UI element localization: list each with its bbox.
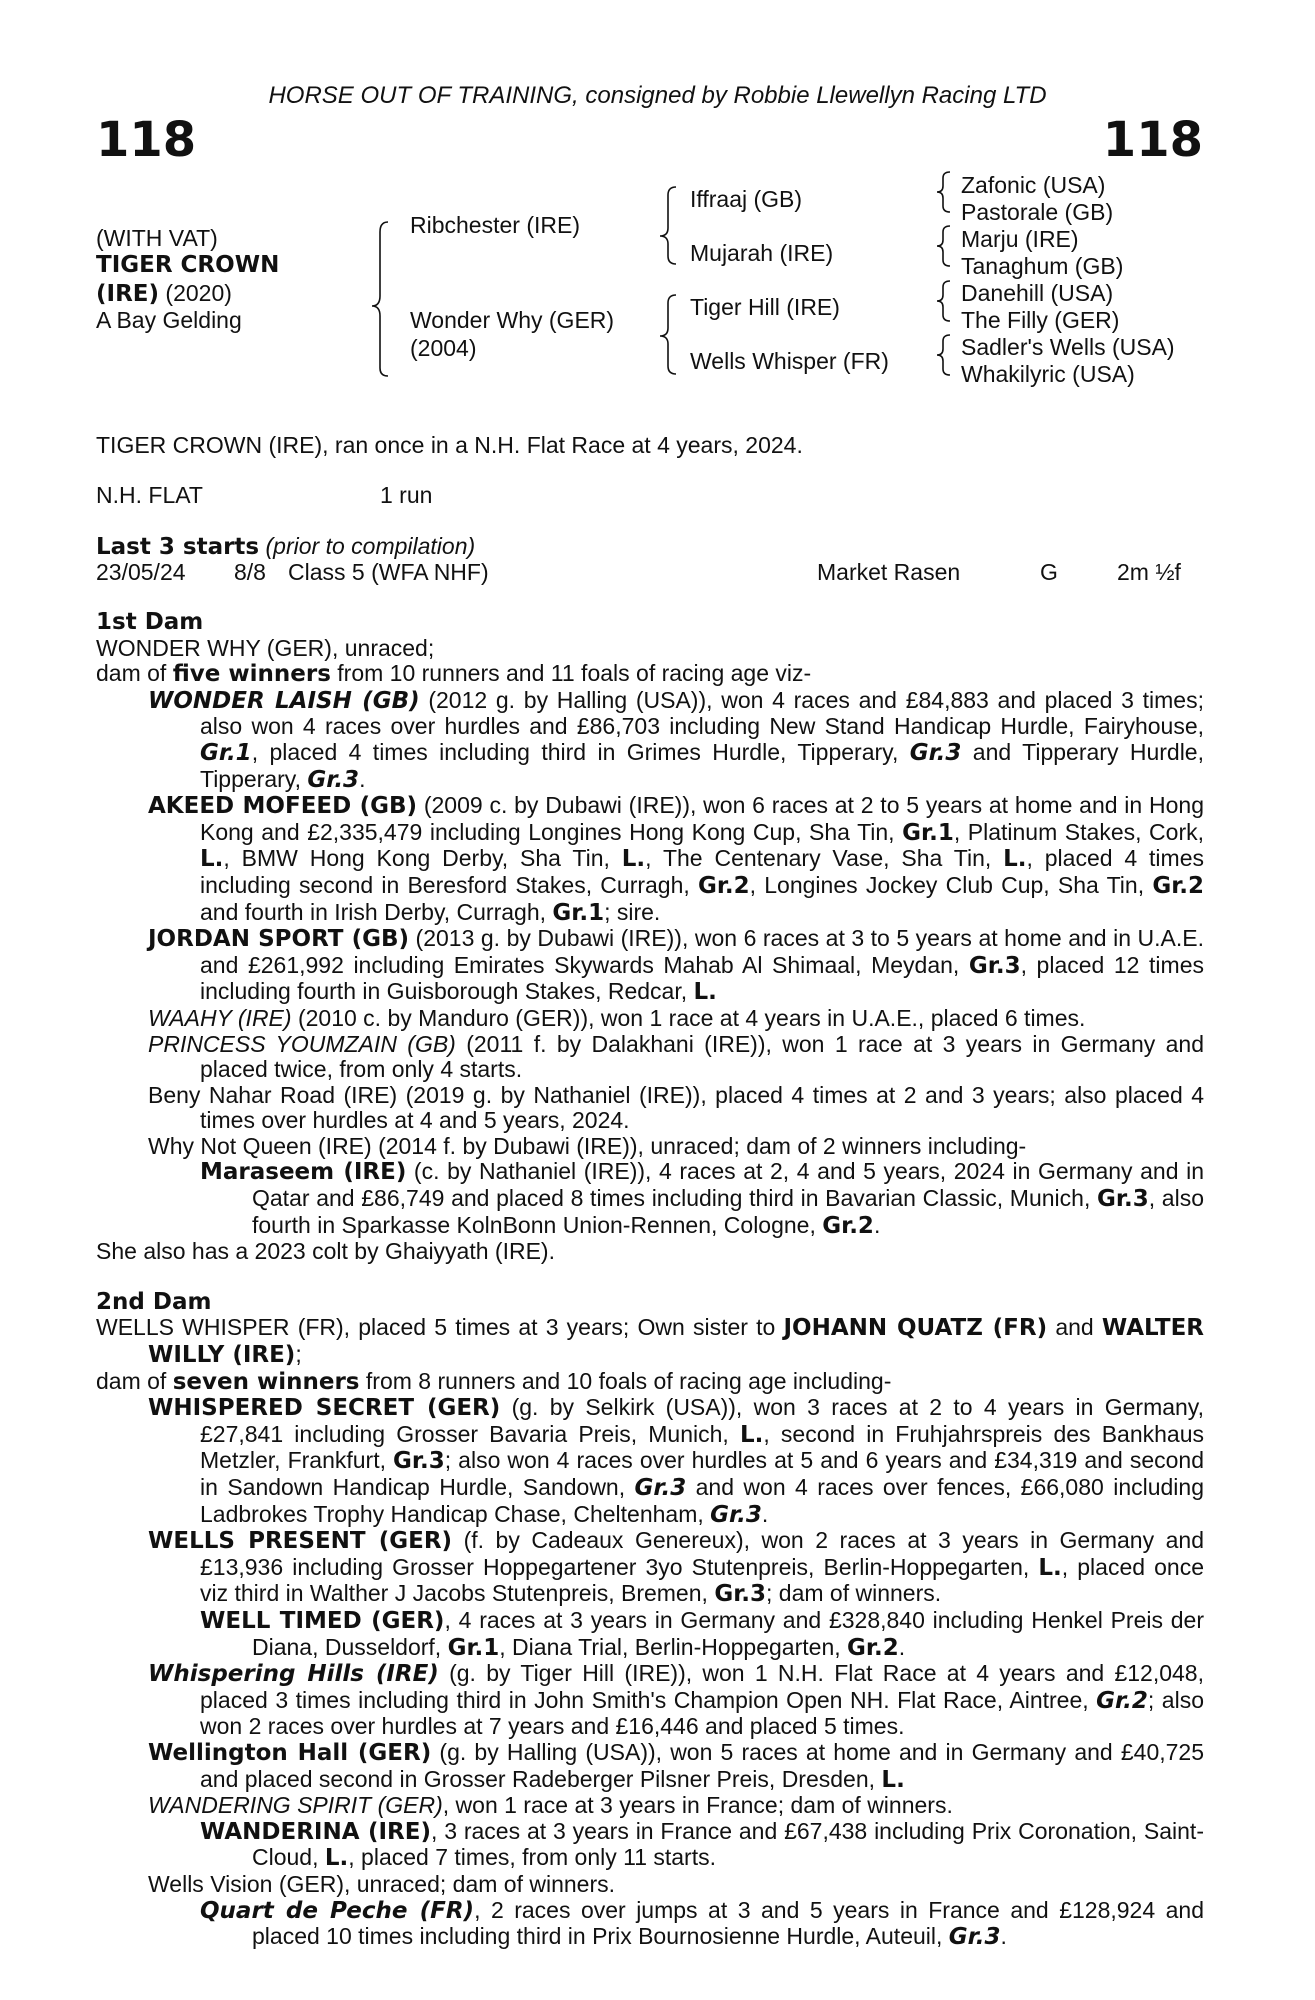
start-course: Market Rasen — [817, 559, 961, 585]
pedigree-g1: Zafonic (USA) — [961, 172, 1106, 198]
first-dam-line: WONDER WHY (GER), unraced; — [96, 634, 435, 661]
first-dam-footer: She also has a 2023 colt by Ghaiyyath (IRE). — [96, 1238, 555, 1265]
second-dam-heading: 2nd Dam — [96, 1288, 212, 1315]
pedigree-g4: Tanaghum (GB) — [961, 253, 1124, 279]
produce-entry: Maraseem (IRE) (c. by Nathaniel (IRE)), 4 races at 2, 4 and 5 years, 2024 in Germany and in Qatar and £86,749 and placed 8 times including third in Bavarian Classic, Munich, Gr.3, also fourth in Sparkasse KolnBonn Union-Rennen, Cologne, Gr.2. — [200, 1158, 1204, 1239]
pedigree-dam-year: (2004) — [410, 335, 477, 361]
pedigree-sire-dam: Mujarah (IRE) — [690, 240, 834, 266]
start-going: G — [1040, 559, 1058, 585]
pedigree-g8: Whakilyric (USA) — [961, 361, 1135, 387]
lot-number-left: 118 — [96, 112, 197, 168]
pedigree-g5: Danehill (USA) — [961, 280, 1114, 306]
pedigree-sire-sire: Iffraaj (GB) — [690, 186, 803, 212]
lot-number-right: 118 — [1102, 112, 1203, 168]
start-distance: 2m ½f — [1117, 559, 1181, 585]
pedigree-dam-sire: Tiger Hill (IRE) — [690, 294, 840, 320]
produce-entry: WANDERINA (IRE), 3 races at 3 years in France and £67,438 including Prix Coronation, Saint-Cloud, L., placed 7 times, from only 11 starts. — [200, 1817, 1204, 1872]
last-starts-heading — [96, 532, 475, 561]
produce-entry: Why Not Queen (IRE) (2014 f. by Dubawi (IRE)), unraced; dam of 2 winners including- — [148, 1132, 1027, 1159]
horse-name: TIGER CROWN — [96, 252, 280, 278]
produce-entry: WONDER LAISH (GB) (2012 g. by Halling (USA)), won 4 races and £84,883 and placed 3 times; also won 4 races over hurdles and £86,703 including New Stand Handicap Hurdle, Fairyhouse, Gr.1, placed 4 times including third in Grimes Hurdle, Tipperary, Gr.3 and Tipperary Hurdle, Tipperary, Gr.3. — [148, 686, 1204, 793]
start-date: 23/05/24 — [96, 559, 186, 585]
produce-entry: AKEED MOFEED (GB) (2009 c. by Dubawi (IRE)), won 6 races at 2 to 5 years at home and in Hong Kong and £2,335,479 including Longines Hong Kong Cup, Sha Tin, Gr.1, Platinum Stakes, Cork, L., BMW Hong Kong Derby, Sha Tin, L., The Centenary Vase, Sha Tin, L., placed 4 times including second in Beresford Stakes, Curragh, Gr.2, Longines Jockey Club Cup, Sha Tin, Gr.2 and fourth in Irish Derby, Curragh, Gr.1; sire. — [148, 792, 1205, 926]
second-dam-line: WELLS WHISPER (FR), placed 5 times at 3 years; Own sister to JOHANN QUATZ (FR) and WALTER WILLY (IRE); — [96, 1314, 1204, 1369]
brace-dam — [660, 295, 676, 374]
brace-g1 — [937, 172, 950, 212]
brace-sire — [660, 187, 676, 264]
horse-country: (IRE) — [96, 281, 160, 307]
produce-entry: WANDERING SPIRIT (GER), won 1 race at 3 years in France; dam of winners. — [148, 1792, 953, 1819]
produce-entry: Whispering Hills (IRE) (g. by Tiger Hill (IRE)), won 1 N.H. Flat Race at 4 years and £12,048, placed 3 times including third in John Smith's Champion Open NH. Flat Race, Aintree, Gr.2; also won 2 races over hurdles at 7 years and £16,446 and placed 5 times. — [148, 1660, 1204, 1740]
produce-entry: WAAHY (IRE) (2010 c. by Manduro (GER)), won 1 race at 4 years in U.A.E., placed 6 times. — [148, 1004, 1086, 1031]
horse-year: (2020) — [165, 280, 232, 306]
produce-entry: Quart de Peche (FR), 2 races over jumps at 3 and 5 years in France and £128,924 and placed 10 times including third in Prix Bournosienne Hurdle, Auteuil, Gr.3. — [200, 1896, 1204, 1951]
start-position: 8/8 — [234, 559, 266, 585]
produce-entry: PRINCESS YOUMZAIN (GB) (2011 f. by Dalakhani (IRE)), won 1 race at 3 years in Germany and placed twice, from only 4 starts. — [148, 1030, 1205, 1083]
brace-g2 — [937, 226, 950, 266]
last-starts-note: (prior to compilation) — [265, 533, 476, 559]
first-dam-heading: 1st Dam — [96, 609, 204, 635]
pedigree-g3: Marju (IRE) — [961, 226, 1079, 252]
record-runs: 1 run — [380, 482, 433, 508]
produce-entry: WELL TIMED (GER), 4 races at 3 years in Germany and £328,840 including Henkel Preis der Diana, Dusseldorf, Gr.1, Diana Trial, Berlin-Hoppegarten, Gr.2. — [200, 1606, 1205, 1661]
pedigree-g6: The Filly (GER) — [961, 307, 1120, 333]
record-label: N.H. FLAT — [96, 482, 203, 508]
produce-entry: Wellington Hall (GER) (g. by Halling (USA)), won 5 races at home and in Germany and £40,725 and placed second in Grosser Radeberger Pilsner Preis, Dresden, L. — [148, 1738, 1205, 1793]
pedigree-sire: Ribchester (IRE) — [410, 212, 580, 238]
brace-g4 — [937, 335, 950, 375]
produce-entry: JORDAN SPORT (GB) (2013 g. by Dubawi (IRE)), won 6 races at 3 to 5 years at home and in U.A.E. and £261,992 including Emirates Skywards Mahab Al Shimaal, Meydan, Gr.3, placed 12 times including fourth in Guisborough Stakes, Redcar, L. — [148, 925, 1204, 1006]
consigned-line: HORSE OUT OF TRAINING, consigned by Robbie Llewellyn Racing LTD — [268, 82, 1047, 109]
pedigree-g2: Pastorale (GB) — [961, 199, 1114, 225]
pedigree-dam-dam: Wells Whisper (FR) — [690, 348, 889, 374]
dam-sections — [96, 610, 1204, 1951]
first-dam-produce: dam of five winners from 10 runners and 11 foals of racing age viz- — [96, 660, 812, 688]
pedigree-dam: Wonder Why (GER) — [410, 307, 615, 333]
pedigree-g7: Sadler's Wells (USA) — [961, 334, 1175, 360]
brace-large — [372, 222, 388, 376]
horse-description: A Bay Gelding — [96, 307, 242, 333]
horse-vat: (WITH VAT) — [96, 225, 218, 251]
produce-entry: Wells Vision (GER), unraced; dam of winners. — [148, 1870, 615, 1897]
brace-g3 — [937, 281, 950, 321]
last-starts-title: Last 3 starts — [96, 534, 260, 560]
produce-entry: Beny Nahar Road (IRE) (2019 g. by Nathaniel (IRE)), placed 4 times at 2 and 3 years; also placed 4 times over hurdles at 4 and 5 years, 2024. — [148, 1081, 1204, 1134]
second-dam-produce: dam of seven winners from 8 runners and 10 foals of racing age including- — [96, 1367, 892, 1395]
race-summary: TIGER CROWN (IRE), ran once in a N.H. Flat Race at 4 years, 2024. — [96, 432, 803, 458]
start-race: Class 5 (WFA NHF) — [288, 559, 489, 585]
produce-entry: WHISPERED SECRET (GER) (g. by Selkirk (USA)), won 3 races at 2 to 4 years in Germany, £27,841 including Grosser Bavaria Preis, Munich, L., second in Fruhjahrspreis des Bankhaus Metzler, Frankfurt, Gr.3; also won 4 races over hurdles at 5 and 6 years and £34,319 and second in Sandown Handicap Hurdle, Sandown, Gr.3 and won 4 races over fences, £66,080 including Ladbrokes Trophy Handicap Chase, Cheltenham, Gr.3. — [148, 1394, 1204, 1528]
produce-entry: WELLS PRESENT (GER) (f. by Cadeaux Genereux), won 2 races at 3 years in Germany and £13,936 including Grosser Hoppegartener 3yo Stutenpreis, Berlin-Hoppegarten, L., placed once viz third in Walther J Jacobs Stutenpreis, Bremen, Gr.3; dam of winners. — [148, 1527, 1204, 1608]
